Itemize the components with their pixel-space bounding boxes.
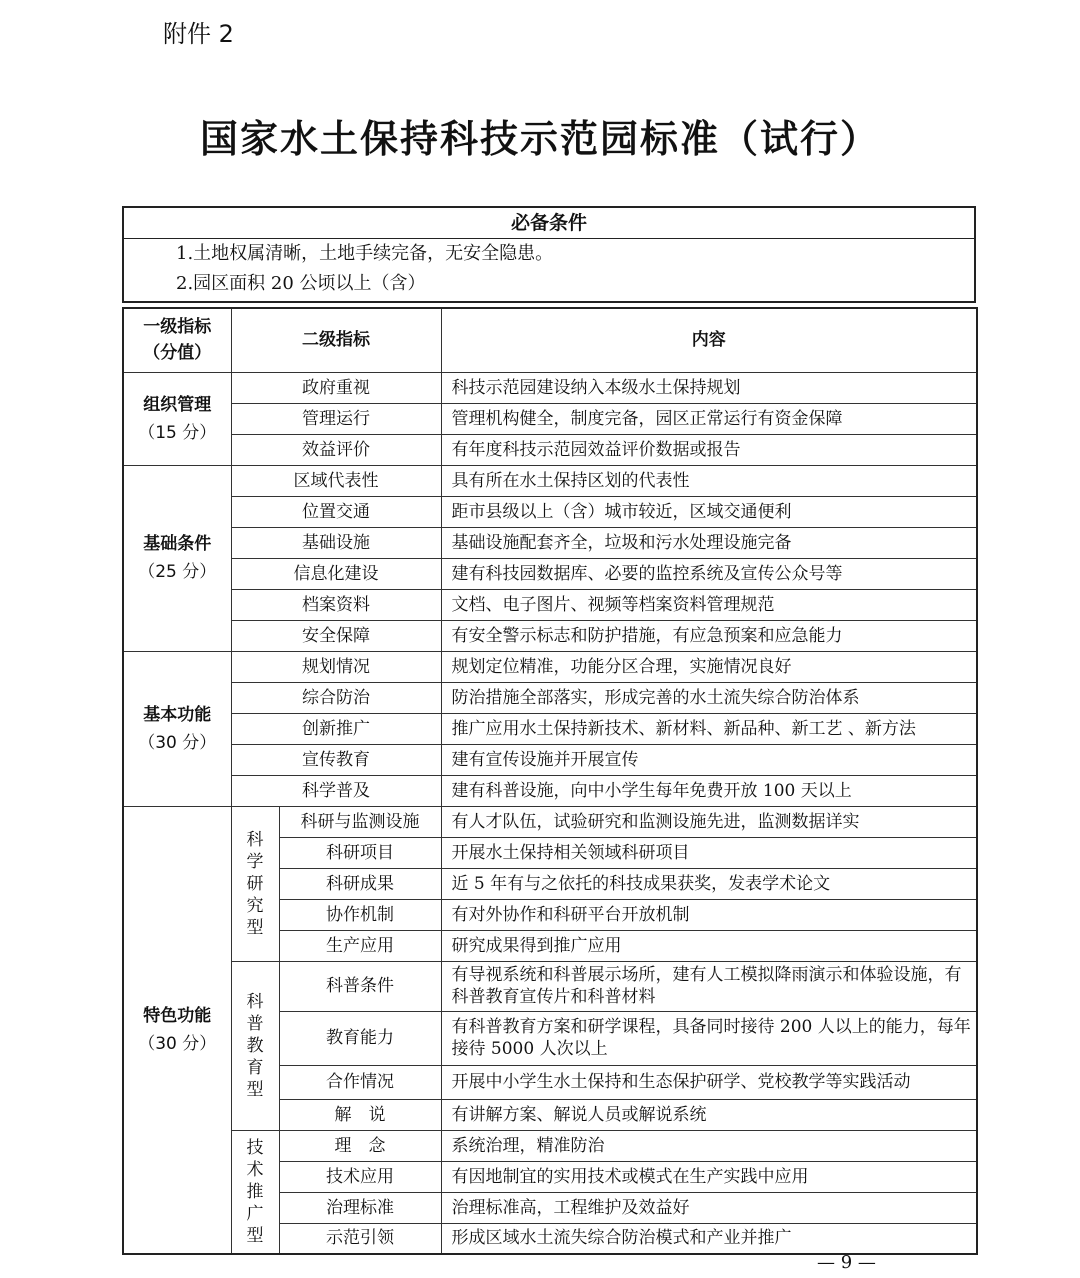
group-score: （15 分） — [138, 422, 217, 443]
indicator-content: 建有科普设施，向中小学生每年免费开放 100 天以上 — [441, 775, 977, 806]
table-row — [123, 713, 977, 744]
indicator-content: 有讲解方案、解说人员或解说系统 — [441, 1099, 977, 1130]
indicator-name: 协作机制 — [279, 899, 441, 930]
indicator-content: 具有所在水土保持区划的代表性 — [441, 465, 977, 496]
table-row — [123, 651, 977, 682]
group-name: 组织管理 — [143, 394, 212, 415]
group-org — [123, 372, 231, 465]
indicator-content: 系统治理，精准防治 — [441, 1130, 977, 1161]
indicator-content: 管理机构健全，制度完备，园区正常运行有资金保障 — [441, 403, 977, 434]
group-score: （25 分） — [138, 562, 217, 582]
indicator-name: 位置交通 — [231, 496, 441, 527]
indicator-name: 科研与监测设施 — [279, 806, 441, 837]
table-row — [123, 961, 977, 1011]
indicator-name: 科研成果 — [279, 868, 441, 899]
subtype-research — [231, 806, 279, 961]
indicator-name: 管理运行 — [231, 403, 441, 434]
prerequisites-heading: 必备条件 — [124, 208, 974, 239]
group-name: 基本功能 — [143, 704, 212, 725]
indicator-content: 防治措施全部落实，形成完善的水土流失综合防治体系 — [441, 682, 977, 713]
prerequisites-box — [122, 206, 976, 303]
indicator-content: 基础设施配套齐全，垃圾和污水处理设施完备 — [441, 527, 977, 558]
indicator-content: 建有宣传设施并开展宣传 — [441, 744, 977, 775]
indicator-name: 宣传教育 — [231, 744, 441, 775]
indicator-name: 科普条件 — [279, 961, 441, 1011]
subtype-label: 科学研究型 — [246, 829, 264, 938]
prerequisite-item: 2.园区面积 20 公顷以上（含） — [176, 273, 426, 294]
indicator-content: 开展水土保持相关领域科研项目 — [441, 837, 977, 868]
table-row — [123, 682, 977, 713]
indicator-content: 形成区域水土流失综合防治模式和产业并推广 — [441, 1223, 977, 1254]
group-score: （30 分） — [138, 1033, 217, 1054]
subtype-label: 科普教育型 — [246, 991, 264, 1100]
indicator-name: 生产应用 — [279, 930, 441, 961]
indicator-name: 综合防治 — [231, 682, 441, 713]
subtype-label: 技术推广型 — [246, 1137, 264, 1246]
attachment-label: 附件 2 — [163, 20, 234, 48]
indicator-name: 技术应用 — [279, 1161, 441, 1192]
indicator-content: 研究成果得到推广应用 — [441, 930, 977, 961]
indicator-content: 科技示范园建设纳入本级水土保持规划 — [441, 372, 977, 403]
indicator-name: 示范引领 — [279, 1223, 441, 1254]
indicator-content: 距市县级以上（含）城市较近，区域交通便利 — [441, 496, 977, 527]
group-feature — [123, 806, 231, 1254]
indicator-name: 政府重视 — [231, 372, 441, 403]
indicator-content: 有人才队伍，试验研究和监测设施先进，监测数据详实 — [441, 806, 977, 837]
table-row — [123, 465, 977, 496]
table-row — [123, 403, 977, 434]
table-row — [123, 558, 977, 589]
indicator-name: 规划情况 — [231, 651, 441, 682]
indicator-name: 科学普及 — [231, 775, 441, 806]
indicator-name: 安全保障 — [231, 620, 441, 651]
indicator-content: 有对外协作和科研平台开放机制 — [441, 899, 977, 930]
indicator-name: 档案资料 — [231, 589, 441, 620]
table-header-row — [123, 308, 977, 372]
table-row — [123, 434, 977, 465]
table-row — [123, 744, 977, 775]
indicator-name: 解 说 — [279, 1099, 441, 1130]
indicator-content: 规划定位精准，功能分区合理，实施情况良好 — [441, 651, 977, 682]
indicator-name: 治理标准 — [279, 1192, 441, 1223]
table-row — [123, 1130, 977, 1161]
page-number: — 9 — — [817, 1252, 876, 1273]
indicator-name: 区域代表性 — [231, 465, 441, 496]
group-base — [123, 465, 231, 651]
table-row — [123, 527, 977, 558]
indicator-content: 近 5 年有与之依托的科技成果获奖，发表学术论文 — [441, 868, 977, 899]
indicator-name: 教育能力 — [279, 1011, 441, 1065]
table-row — [123, 806, 977, 837]
prerequisite-item: 1.土地权属清晰，土地手续完备，无安全隐患。 — [176, 243, 554, 264]
indicator-content: 文档、电子图片、视频等档案资料管理规范 — [441, 589, 977, 620]
table-row — [123, 496, 977, 527]
indicator-content: 治理标准高，工程维护及效益好 — [441, 1192, 977, 1223]
standards-table — [122, 307, 978, 1255]
page-title: 国家水土保持科技示范园标准（试行） — [199, 116, 880, 161]
indicator-name: 理 念 — [279, 1130, 441, 1161]
indicator-name: 效益评价 — [231, 434, 441, 465]
table-row — [123, 620, 977, 651]
table-row — [123, 775, 977, 806]
header-level2: 二级指标 — [231, 308, 441, 372]
indicator-content: 有科普教育方案和研学课程，具备同时接待 200 人以上的能力，每年接待 5000 人次以上 — [441, 1011, 977, 1065]
header-level1-line2: （分值） — [143, 343, 212, 364]
subtype-education — [231, 961, 279, 1130]
indicator-name: 合作情况 — [279, 1065, 441, 1099]
indicator-name: 基础设施 — [231, 527, 441, 558]
header-level1 — [123, 308, 231, 372]
indicator-content: 有导视系统和科普展示场所，建有人工模拟降雨演示和体验设施，有科普教育宣传片和科普材料 — [441, 961, 977, 1011]
indicator-content: 建有科技园数据库、必要的监控系统及宣传公众号等 — [441, 558, 977, 589]
group-name: 基础条件 — [143, 534, 212, 554]
indicator-content: 推广应用水土保持新技术、新材料、新品种、新工艺 、新方法 — [441, 713, 977, 744]
subtype-tech — [231, 1130, 279, 1254]
table-row — [123, 589, 977, 620]
indicator-content: 开展中小学生水土保持和生态保护研学、党校教学等实践活动 — [441, 1065, 977, 1099]
indicator-content: 有安全警示标志和防护措施，有应急预案和应急能力 — [441, 620, 977, 651]
indicator-name: 科研项目 — [279, 837, 441, 868]
header-level1-line1: 一级指标 — [143, 317, 212, 338]
group-name: 特色功能 — [143, 1005, 212, 1026]
header-content: 内容 — [441, 308, 977, 372]
indicator-content: 有因地制宜的实用技术或模式在生产实践中应用 — [441, 1161, 977, 1192]
indicator-name: 信息化建设 — [231, 558, 441, 589]
indicator-name: 创新推广 — [231, 713, 441, 744]
indicator-content: 有年度科技示范园效益评价数据或报告 — [441, 434, 977, 465]
table-row — [123, 372, 977, 403]
group-score: （30 分） — [138, 732, 217, 753]
group-func — [123, 651, 231, 806]
